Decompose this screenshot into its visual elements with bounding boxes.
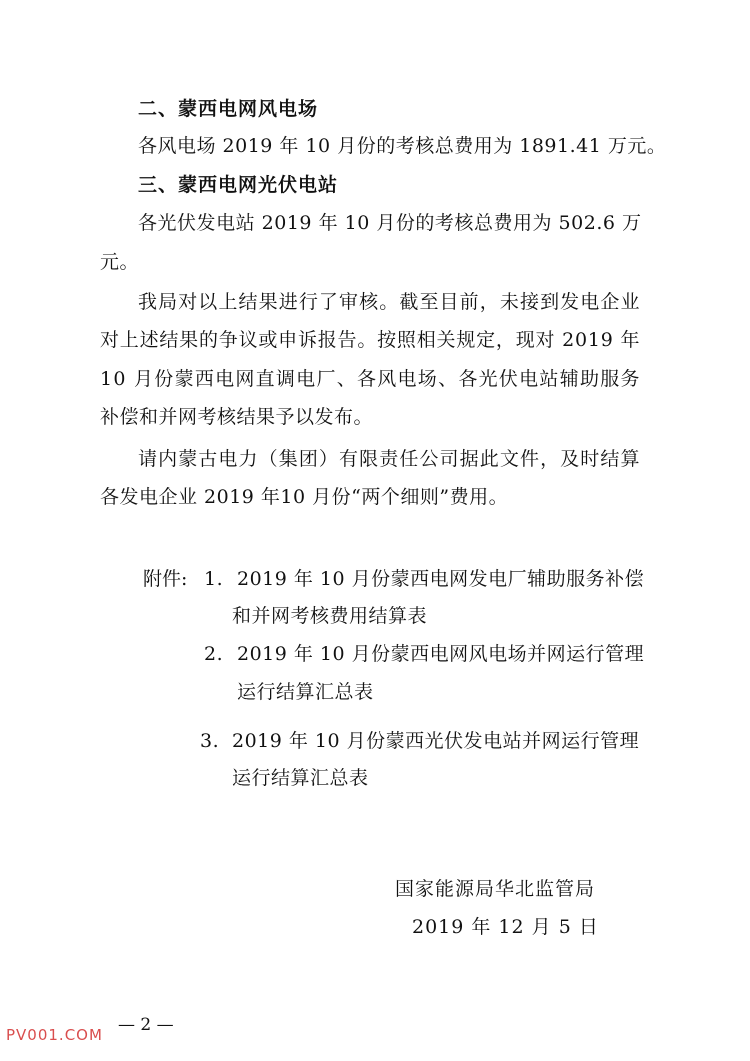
review-paragraph-line-3: 10 月份蒙西电网直调电厂、各风电场、各光伏电站辅助服务 <box>100 368 641 390</box>
attachment-1-title-cont: 和并网考核费用结算表 <box>232 605 428 627</box>
attachment-2-title: 2019 年 10 月份蒙西电网风电场并网运行管理 <box>237 643 645 665</box>
review-paragraph-line-1: 我局对以上结果进行了审核。截至目前，未接到发电企业 <box>138 291 641 313</box>
attachment-3-title-cont: 运行结算汇总表 <box>232 767 369 789</box>
request-paragraph-line-1: 请内蒙古电力（集团）有限责任公司据此文件，及时结算 <box>138 448 641 470</box>
pv-fee-text-line-1: 各 光 伏 发 电 站 2 0 1 9 年 1 0 月 份 的 考 核 总 费 用 为 5 0 2 . 6 万 <box>138 212 642 234</box>
issue-date: 2019 年 12 月 5 日 <box>412 916 599 938</box>
attachments-label: 附件: <box>143 568 188 590</box>
page-number: — 2 — <box>118 1015 174 1035</box>
section-heading-pv: 三、蒙西电网光伏电站 <box>138 174 339 196</box>
review-paragraph-line-4: 补偿和并网考核结果予以发布。 <box>100 406 374 428</box>
request-paragraph-line-2: 各发电企业 2019 年10 月份“两个细则”费用。 <box>100 486 509 508</box>
pv-fee-text-line-2: 元。 <box>100 251 140 273</box>
issuing-authority: 国家能源局华北监管局 <box>395 878 596 900</box>
attachment-2-title-cont: 运行结算汇总表 <box>237 681 374 703</box>
attachment-1-title: 2019 年 10 月份蒙西电网发电厂辅助服务补偿 <box>237 568 645 590</box>
wind-fee-text: 各风电场 2019 年 10 月份的考核总费用为 1891.41 万元。 <box>138 135 667 157</box>
section-heading-wind: 二、蒙西电网风电场 <box>138 98 319 120</box>
review-paragraph-line-2: 对上述结果的争议或申诉报告。按照相关规定，现对 2019 年 <box>100 329 641 351</box>
watermark: PV001.COM <box>6 1026 103 1044</box>
attachment-2-number: 2. <box>204 643 224 665</box>
attachment-3-title: 2019 年 10 月份蒙西光伏发电站并网运行管理 <box>232 730 640 752</box>
attachment-1-number: 1. <box>204 568 224 590</box>
attachment-3-number: 3. <box>200 730 220 752</box>
